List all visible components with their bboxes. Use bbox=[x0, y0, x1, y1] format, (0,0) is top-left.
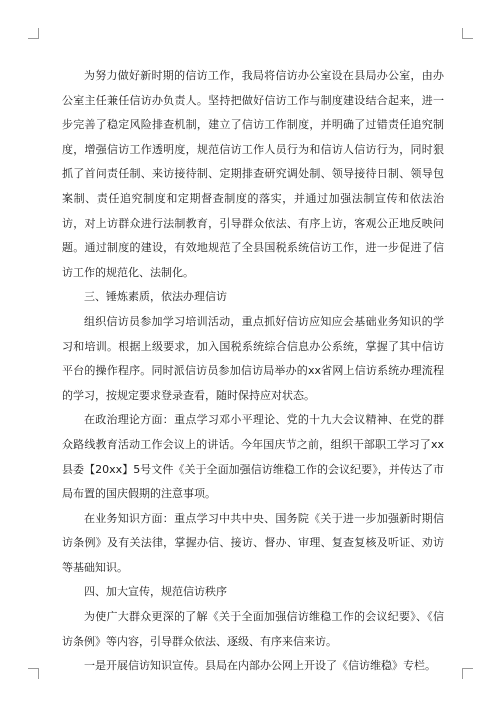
paragraph-petition-system: 为努力做好新时期的信访工作，我局将信访办公室设在县局办公室，由办公室主任兼任信访办负责人。坚持把做好信访工作与制度建设结合起来，进一步完善了稳定风险排查机制，建立了信访工作制度，并明确了过错责任追究制度，增强信访工作透明度，规范信访工作人员行为和信访人信访行为，同时狠抓了首问责任制、来访接待制、定期排查研究调处制、领导接待日制、领导包案制、责任追究制度和定期督查制度的落实，并通过加强法制宣传和依法治访，对上访群众进行法制教育，引导群众依法、有序上访，客观公正地反映问题。通过制度的建设，有效地规范了全县国税系统信访工作，进一步促进了信访工作的规范化、法制化。 bbox=[62, 69, 444, 279]
paragraph-training: 组织信访员参加学习培训活动，重点抓好信访应知应会基础业务知识的学习和培训。根据上级要求，加入国税系统综合信息办公系统，掌握了其中信访平台的操作程序。同时派信访员参加信访局举办的xx省网上信访系统办理流程的学习，按规定要求登录查看，随时保持应对状态。 bbox=[62, 314, 444, 402]
section-heading-4: 四、加大宣传，规范信访秩序 bbox=[84, 585, 227, 599]
crop-mark-bottom-right bbox=[462, 668, 473, 679]
crop-mark-top-left bbox=[28, 28, 39, 39]
paragraph-business-knowledge: 在业务知识方面：重点学习中共中央、国务院《关于进一步加强新时期信访条例》及有关法律，掌握办信、接访、督办、审理、复查复核及听证、劝访等基础知识。 bbox=[62, 511, 444, 574]
paragraph-publicity-first: 一是开展信访知识宣传。县局在内部办公网上开设了《信访维稳》专栏。 bbox=[84, 659, 436, 673]
paragraph-publicity: 为使广大群众更深的了解《关于全面加强信访维稳工作的会议纪要》、《信访条例》等内容，引导群众依法、逐级、有序来信来访。 bbox=[62, 610, 444, 648]
paragraph-political-theory: 在政治理论方面：重点学习邓小平理论、党的十九大会议精神、在党的群众路线教育活动工作会议上的讲话。今年国庆节之前，组织干部职工学习了xx县委【20xx】5号文件《关于全面加强信访维稳工作的会议纪要》，并传达了市局布置的国庆假期的注意事项。 bbox=[62, 413, 444, 501]
section-heading-3: 三、锤炼素质，依法办理信访 bbox=[84, 290, 227, 304]
document-body bbox=[62, 64, 444, 679]
crop-mark-bottom-left bbox=[28, 668, 39, 679]
crop-mark-top-right bbox=[462, 28, 473, 39]
